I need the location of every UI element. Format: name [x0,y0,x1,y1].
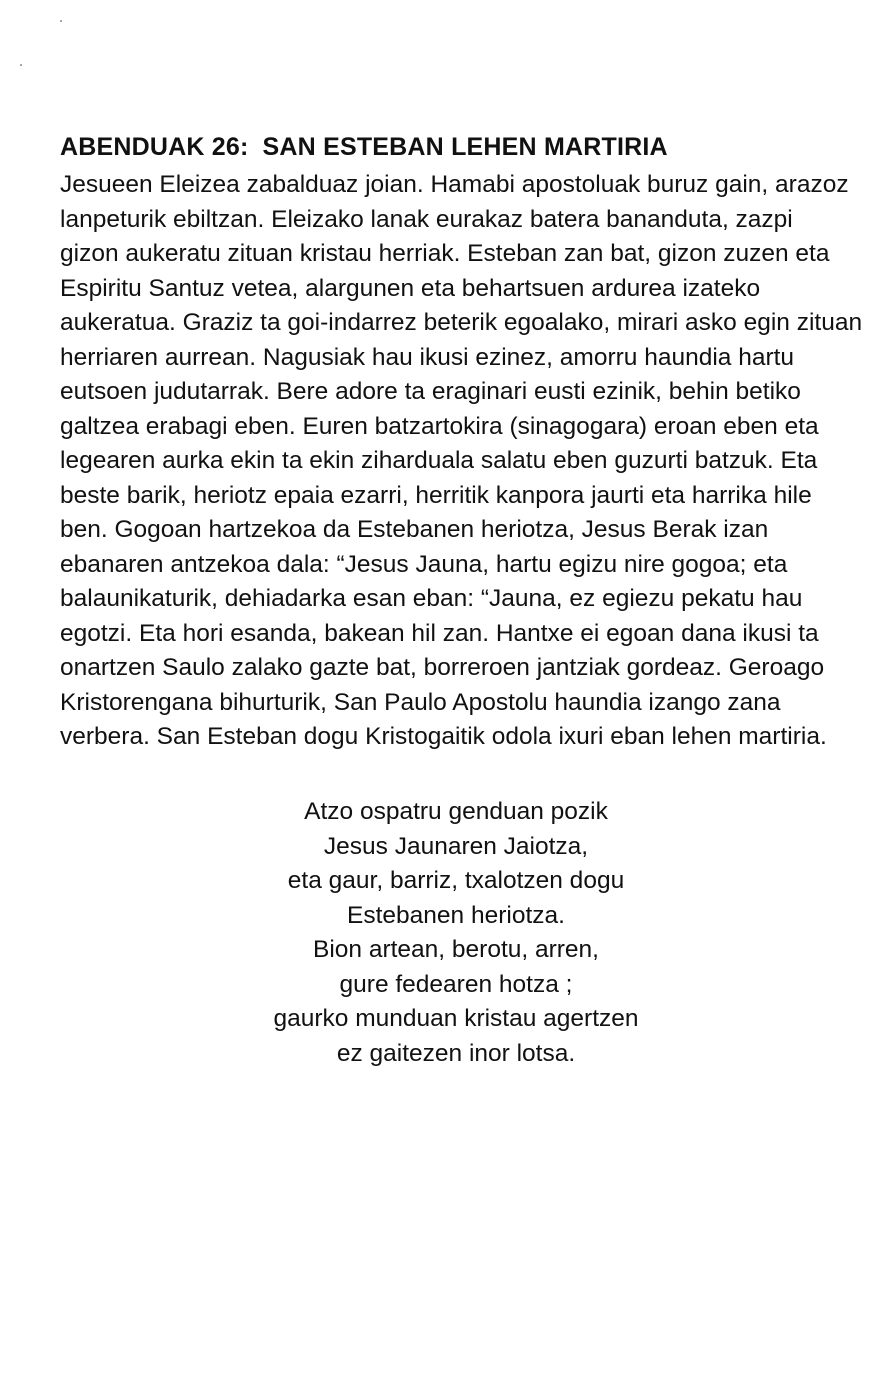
body-line: lanpeturik ebiltzan. Eleizako lanak eurakaz batera bananduta, zazpi [60,205,793,233]
body-line: eutsoen judutarrak. Bere adore ta eraginari eusti ezinik, behin betiko [60,378,801,405]
body-line: aukeratua. Graziz ta goi-indarrez beterik egoalako, mirari asko egin zituan [60,309,863,336]
body-line: Jesueen Eleizea zabalduaz joian. Hamabi apostoluak buruz gain, arazoz [60,171,849,198]
poem-line: Estebanen heriotza. [347,901,565,929]
page-heading [60,130,668,164]
body-line: verbera. San Esteban dogu Kristogaitik odola ixuri eban lehen martiria. [60,723,827,750]
body-line: ebanaren antzekoa dala: “Jesus Jauna, hartu egizu nire gogoa; eta [60,550,788,578]
scan-speck [20,64,22,66]
body-line: onartzen Saulo zalako gazte bat, borreroen jantziak gordeaz. Geroago [60,654,825,681]
scan-speck [60,20,62,22]
body-line: galtzea erabagi eben. Euren batzartokira (sinagogara) eroan eben eta [60,412,819,440]
poem-line: gaurko munduan kristau agertzen [273,1005,639,1032]
poem [0,795,895,1071]
body-line: gizon aukeratu zituan kristau herriak. Esteban zan bat, gizon zuzen eta [60,240,830,267]
heading-title: SAN ESTEBAN LEHEN MARTIRIA [262,133,668,161]
poem-line: gure fedearen hotza ; [339,970,573,998]
poem-line: Atzo ospatru genduan pozik [304,798,608,825]
heading-date: ABENDUAK 26: [60,133,249,161]
poem-line: eta gaur, barriz, txalotzen dogu [287,867,625,894]
poem-line: Bion artean, berotu, arren, [312,936,599,963]
body-line: ben. Gogoan hartzekoa da Estebanen heriotza, Jesus Berak izan [60,516,769,543]
poem-line: Jesus Jaunaren Jaiotza, [323,832,589,860]
body-line: legearen aurka ekin ta ekin ziharduala salatu eben guzurti batzuk. Eta [60,447,818,474]
poem-line: ez gaitezen inor lotsa. [336,1039,576,1067]
body-line: beste barik, heriotz epaia ezarri, herritik kanpora jaurti eta harrika hile [60,481,812,509]
body-line: Espiritu Santuz vetea, alargunen eta behartsuen ardurea izateko [60,274,761,302]
body-line: balaunikaturik, dehiadarka esan eban: “Jauna, ez egiezu pekatu hau [60,585,803,612]
body-line: herriaren aurrean. Nagusiak hau ikusi ezinez, amorru haundia hartu [60,343,795,371]
body-paragraph [60,168,863,755]
body-line: egotzi. Eta hori esanda, bakean hil zan. Hantxe ei egoan dana ikusi ta [60,619,819,647]
body-line: Kristorengana bihurturik, San Paulo Apostolu haundia izango zana [60,688,781,716]
